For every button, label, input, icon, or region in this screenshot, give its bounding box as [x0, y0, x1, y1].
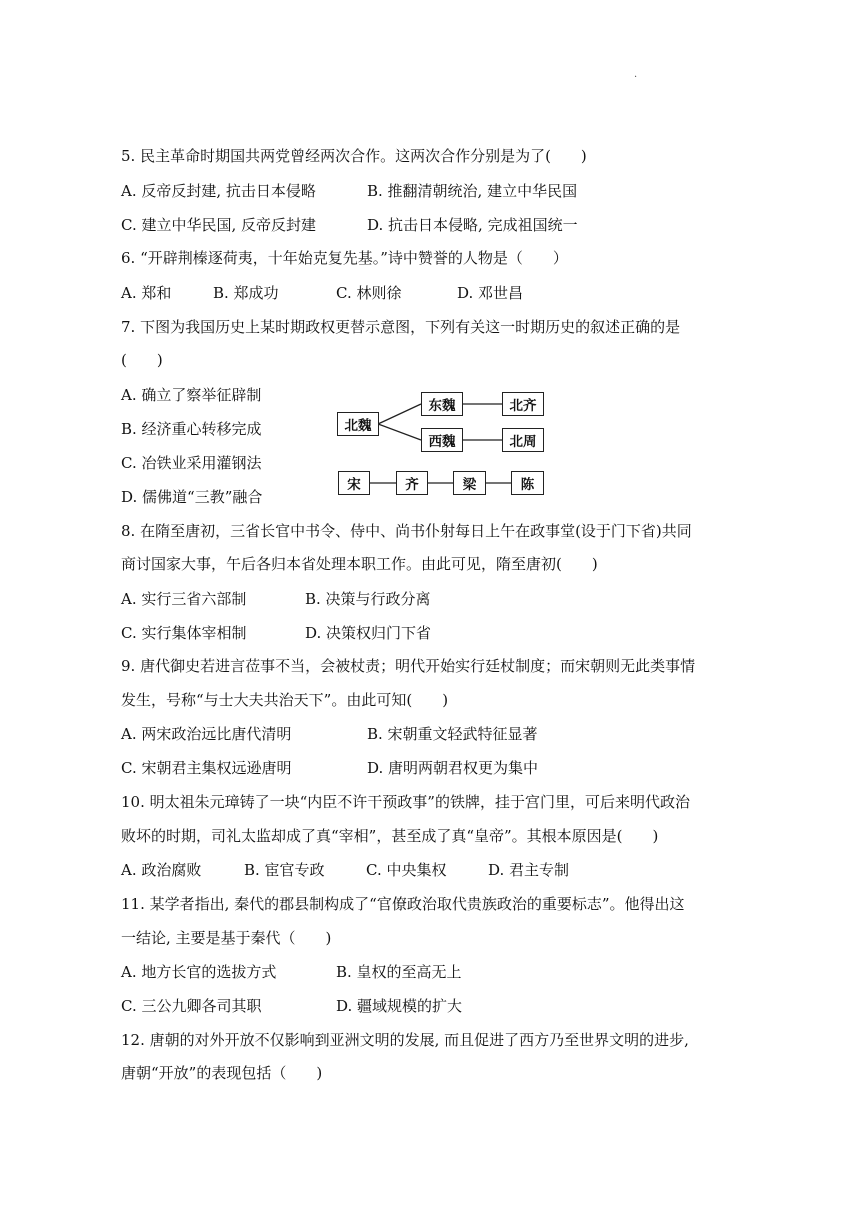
- q5-option-c[interactable]: C. 建立中华民国, 反帝反封建: [121, 216, 317, 234]
- question-9-stem-line1: 9. 唐代御史若进言莅事不当，会被杖责；明代开始实行廷杖制度；而宋朝则无此类事情: [121, 657, 696, 675]
- corner-mark: ·: [634, 72, 638, 83]
- q5-option-a[interactable]: A. 反帝反封建, 抗击日本侵略: [121, 182, 316, 200]
- node-beiqi: 北齐: [502, 392, 544, 416]
- question-12-stem-line1: 12. 唐朝的对外开放不仅影响到亚洲文明的发展, 而且促进了西方乃至世界文明的进步,: [121, 1031, 689, 1049]
- question-5-stem: 5. 民主革命时期国共两党曾经两次合作。这两次合作分别是为了( ): [121, 147, 587, 165]
- q10-option-b[interactable]: B. 宦官专政: [244, 861, 325, 879]
- connector-beiwei-dongwei: [378, 404, 421, 424]
- q5-option-b[interactable]: B. 推翻清朝统治, 建立中华民国: [367, 182, 578, 200]
- question-11-stem-line1: 11. 某学者指出, 秦代的郡县制构成了“官僚政治取代贵族政治的重要标志”。他得出这: [121, 895, 685, 913]
- question-8-stem-line1: 8. 在隋至唐初，三省长官中书令、侍中、尚书仆射每日上午在政事堂(设于门下省)共同: [121, 522, 692, 540]
- question-9-stem-line2: 发生，号称“与士大夫共治天下”。由此可知( ): [121, 691, 449, 709]
- q9-option-a[interactable]: A. 两宋政治远比唐代清明: [121, 725, 292, 743]
- q10-option-c[interactable]: C. 中央集权: [366, 861, 447, 879]
- q11-option-c[interactable]: C. 三公九卿各司其职: [121, 997, 262, 1015]
- node-beizhou: 北周: [502, 428, 544, 452]
- q7-option-b[interactable]: B. 经济重心转移完成: [121, 420, 262, 438]
- q8-option-d[interactable]: D. 决策权归门下省: [305, 624, 432, 642]
- q10-option-a[interactable]: A. 政治腐败: [121, 861, 202, 879]
- node-dongwei: 东魏: [421, 392, 463, 416]
- question-11-stem-line2: 一结论, 主要是基于秦代（ ): [121, 929, 332, 947]
- q5-option-d[interactable]: D. 抗击日本侵略, 完成祖国统一: [367, 216, 578, 234]
- question-7-stem-line1: 7. 下图为我国历史上某时期政权更替示意图，下列有关这一时期历史的叙述正确的是: [121, 318, 681, 336]
- q8-option-b[interactable]: B. 决策与行政分离: [305, 590, 431, 608]
- q11-option-a[interactable]: A. 地方长官的选拔方式: [121, 963, 277, 981]
- node-liang: 梁: [453, 471, 486, 495]
- q7-option-d[interactable]: D. 儒佛道“三教”融合: [121, 488, 263, 506]
- q6-option-d[interactable]: D. 邓世昌: [457, 284, 524, 302]
- q9-option-c[interactable]: C. 宋朝君主集权远逊唐明: [121, 759, 292, 777]
- question-6-stem: 6. “开辟荆榛逐荷夷，十年始克复先基。”诗中赞誉的人物是（ ）: [121, 249, 568, 267]
- q9-option-d[interactable]: D. 唐明两朝君权更为集中: [367, 759, 539, 777]
- q6-option-a[interactable]: A. 郑和: [121, 284, 172, 302]
- q8-option-a[interactable]: A. 实行三省六部制: [121, 590, 247, 608]
- q7-option-a[interactable]: A. 确立了察举征辟制: [121, 386, 262, 404]
- node-xiwei: 西魏: [421, 428, 463, 452]
- node-qi: 齐: [396, 471, 428, 495]
- q9-option-b[interactable]: B. 宋朝重文轻武特征显著: [367, 725, 538, 743]
- question-10-stem-line2: 败坏的时期，司礼太监却成了真“宰相”，甚至成了真“皇帝”。其根本原因是( ): [121, 827, 659, 845]
- node-chen: 陈: [511, 471, 544, 495]
- q11-option-b[interactable]: B. 皇权的至高无上: [336, 963, 462, 981]
- q6-option-c[interactable]: C. 林则徐: [336, 284, 402, 302]
- node-beiwei: 北魏: [337, 412, 379, 436]
- q8-option-c[interactable]: C. 实行集体宰相制: [121, 624, 247, 642]
- node-song: 宋: [338, 471, 370, 495]
- connector-beiwei-xiwei: [378, 424, 421, 440]
- q6-option-b[interactable]: B. 郑成功: [213, 284, 279, 302]
- q10-option-d[interactable]: D. 君主专制: [488, 861, 570, 879]
- question-12-stem-line2: 唐朝“开放”的表现包括（ ): [121, 1064, 323, 1082]
- question-10-stem-line1: 10. 明太祖朱元璋铸了一块“内臣不许干预政事”的铁牌，挂于宫门里，可后来明代政治: [121, 793, 690, 811]
- question-7-stem-line2: ( ): [121, 351, 163, 369]
- q7-option-c[interactable]: C. 冶铁业采用灌钢法: [121, 454, 262, 472]
- question-8-stem-line2: 商讨国家大事，午后各归本省处理本职工作。由此可见，隋至唐初( ): [121, 555, 598, 573]
- q11-option-d[interactable]: D. 疆域规模的扩大: [336, 997, 463, 1015]
